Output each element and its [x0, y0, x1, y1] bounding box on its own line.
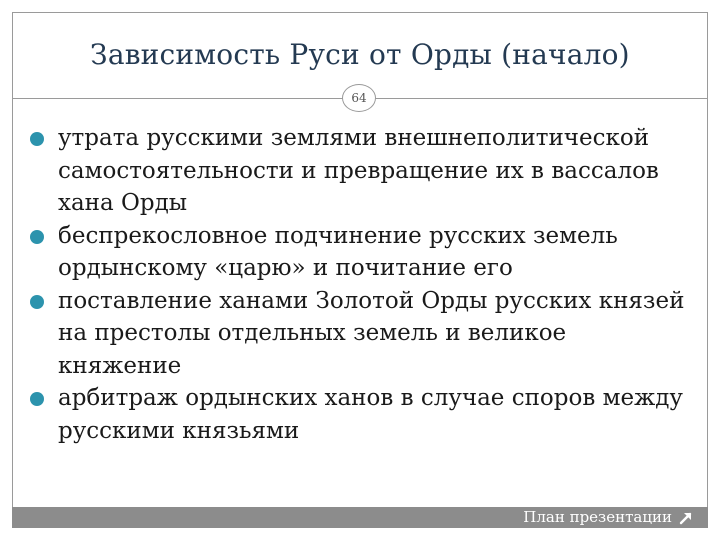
page-number-badge: 64: [342, 84, 376, 112]
arrow-up-right-icon[interactable]: [678, 510, 694, 526]
bullet-text: беспрекословное подчинение русских земель ордынскому «царю» и почитание его: [58, 222, 618, 281]
presentation-plan-link[interactable]: План презентации: [523, 508, 672, 526]
bullet-text: поставление ханами Золотой Орды русских князей на престолы отдельных земель и великое княжение: [58, 287, 685, 379]
bullet-dot-icon: [30, 230, 44, 244]
bullet-dot-icon: [30, 392, 44, 406]
bullet-item: [28, 285, 688, 383]
bullet-text: арбитраж ордынских ханов в случае споров между русскими князьями: [58, 385, 683, 444]
bullet-text: утрата русскими землями внешнеполитической самостоятельности и превращение их в вассалов хана Орды: [58, 125, 659, 216]
bullet-dot-icon: [30, 295, 44, 309]
bullet-item: [28, 122, 688, 220]
slide-title: Зависимость Руси от Орды (начало): [90, 38, 630, 71]
bullet-list: [28, 122, 688, 447]
bullet-item: [28, 382, 688, 447]
bullet-item: [28, 220, 688, 285]
footer-bar: [12, 507, 708, 528]
bullet-dot-icon: [30, 132, 44, 146]
